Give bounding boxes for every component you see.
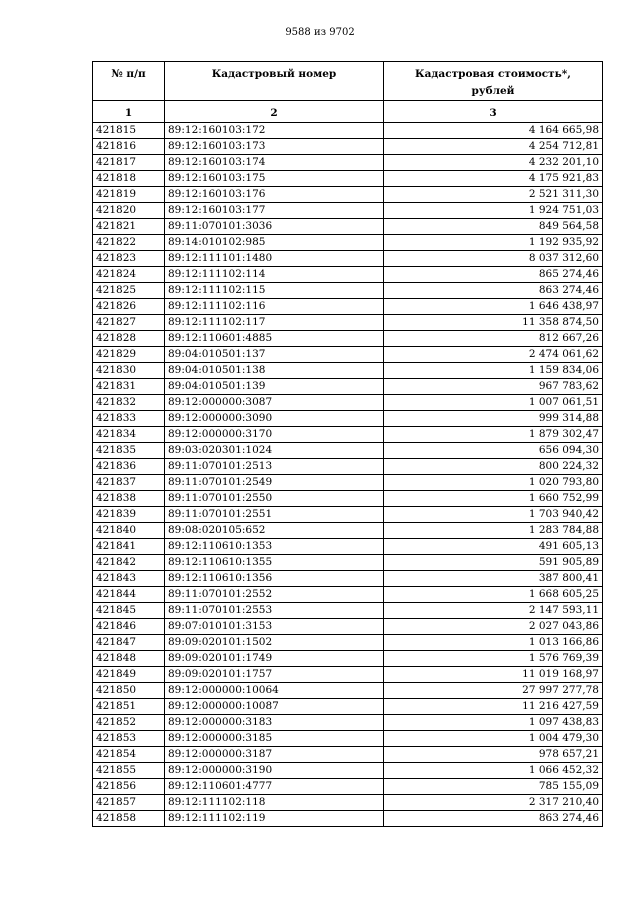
cadastral-cost-cell: 1 013 166,86 [384,635,603,651]
row-number-cell: 421841 [93,539,165,555]
row-number-cell: 421828 [93,331,165,347]
cadastral-cost-cell: 8 037 312,60 [384,251,603,267]
cadastral-cost-cell: 387 800,41 [384,571,603,587]
cadastral-number-cell: 89:11:070101:2551 [165,507,384,523]
table-row [93,603,603,619]
cadastral-number-cell: 89:12:000000:3183 [165,715,384,731]
table-row [93,203,603,219]
column-header-row [93,62,603,101]
row-number-cell: 421827 [93,315,165,331]
cadastral-cost-cell: 999 314,88 [384,411,603,427]
cadastral-number-cell: 89:12:111101:1480 [165,251,384,267]
row-number-cell: 421815 [93,123,165,139]
table-row [93,459,603,475]
table-row [93,475,603,491]
cadastral-number-cell: 89:11:070101:2513 [165,459,384,475]
cadastral-number-cell: 89:12:160103:172 [165,123,384,139]
cadastral-number-cell: 89:11:070101:3036 [165,219,384,235]
cadastral-cost-cell: 1 192 935,92 [384,235,603,251]
cadastral-cost-cell: 1 646 438,97 [384,299,603,315]
cadastral-number-cell: 89:12:000000:10064 [165,683,384,699]
row-number-cell: 421818 [93,171,165,187]
cadastral-cost-cell: 1 004 479,30 [384,731,603,747]
cadastral-number-cell: 89:09:020101:1749 [165,651,384,667]
cadastral-cost-cell: 491 605,13 [384,539,603,555]
table-row [93,491,603,507]
table-row [93,619,603,635]
row-number-cell: 421857 [93,795,165,811]
row-number-cell: 421843 [93,571,165,587]
table-row [93,507,603,523]
row-number-cell: 421822 [93,235,165,251]
table-row [93,587,603,603]
cadastral-cost-cell: 11 216 427,59 [384,699,603,715]
table-body [93,123,603,827]
table-row [93,267,603,283]
cadastral-cost-cell: 800 224,32 [384,459,603,475]
cadastral-cost-cell: 785 155,09 [384,779,603,795]
cadastral-cost-cell: 863 274,46 [384,811,603,827]
table-row [93,187,603,203]
cadastral-cost-cell: 1 007 061,51 [384,395,603,411]
table-row [93,379,603,395]
cadastral-cost-cell: 2 027 043,86 [384,619,603,635]
table-row [93,299,603,315]
cadastral-number-cell: 89:14:010102:985 [165,235,384,251]
row-number-cell: 421858 [93,811,165,827]
cadastral-number-cell: 89:08:020105:652 [165,523,384,539]
cadastral-number-cell: 89:12:160103:177 [165,203,384,219]
table-row [93,219,603,235]
cadastral-number-cell: 89:12:000000:3087 [165,395,384,411]
table-row [93,347,603,363]
column-index-2: 2 [165,101,384,123]
cadastral-number-cell: 89:04:010501:139 [165,379,384,395]
cadastral-number-cell: 89:11:070101:2550 [165,491,384,507]
cadastral-cost-cell: 656 094,30 [384,443,603,459]
row-number-cell: 421854 [93,747,165,763]
cadastral-cost-cell: 27 997 277,78 [384,683,603,699]
row-number-cell: 421820 [93,203,165,219]
row-number-cell: 421816 [93,139,165,155]
column-header-cadastral-number: Кадастровый номер [165,62,384,101]
cadastral-cost-cell: 2 521 311,30 [384,187,603,203]
row-number-cell: 421851 [93,699,165,715]
table-row [93,763,603,779]
row-number-cell: 421833 [93,411,165,427]
cadastral-cost-cell: 967 783,62 [384,379,603,395]
table-row [93,283,603,299]
table-row [93,315,603,331]
cadastral-number-cell: 89:12:111102:115 [165,283,384,299]
table-row [93,331,603,347]
row-number-cell: 421834 [93,427,165,443]
cadastral-cost-cell: 1 097 438,83 [384,715,603,731]
cadastral-cost-cell: 1 703 940,42 [384,507,603,523]
table-row [93,779,603,795]
cadastral-number-cell: 89:04:010501:138 [165,363,384,379]
row-number-cell: 421853 [93,731,165,747]
cadastral-value-table [92,61,603,827]
row-number-cell: 421852 [93,715,165,731]
cadastral-cost-cell: 1 668 605,25 [384,587,603,603]
row-number-cell: 421845 [93,603,165,619]
cadastral-number-cell: 89:12:160103:173 [165,139,384,155]
cadastral-cost-cell: 4 164 665,98 [384,123,603,139]
cadastral-cost-cell: 865 274,46 [384,267,603,283]
cadastral-number-cell: 89:12:160103:175 [165,171,384,187]
cadastral-number-cell: 89:12:111102:117 [165,315,384,331]
row-number-cell: 421817 [93,155,165,171]
table-row [93,731,603,747]
cadastral-cost-cell: 1 283 784,88 [384,523,603,539]
cadastral-number-cell: 89:12:110601:4777 [165,779,384,795]
table-row [93,235,603,251]
table-row [93,635,603,651]
cadastral-cost-cell: 1 576 769,39 [384,651,603,667]
column-index-row [93,101,603,123]
row-number-cell: 421842 [93,555,165,571]
cadastral-cost-cell: 4 175 921,83 [384,171,603,187]
row-number-cell: 421830 [93,363,165,379]
table-row [93,747,603,763]
column-header-number: № п/п [93,62,165,101]
table-row [93,523,603,539]
row-number-cell: 421840 [93,523,165,539]
cadastral-number-cell: 89:12:160103:174 [165,155,384,171]
row-number-cell: 421855 [93,763,165,779]
table-row [93,363,603,379]
row-number-cell: 421836 [93,459,165,475]
column-index-1: 1 [93,101,165,123]
cadastral-number-cell: 89:12:000000:3090 [165,411,384,427]
row-number-cell: 421824 [93,267,165,283]
table-row [93,171,603,187]
row-number-cell: 421849 [93,667,165,683]
cadastral-number-cell: 89:09:020101:1757 [165,667,384,683]
cadastral-number-cell: 89:12:000000:3185 [165,731,384,747]
cadastral-number-cell: 89:12:000000:3190 [165,763,384,779]
row-number-cell: 421848 [93,651,165,667]
cadastral-cost-cell: 1 924 751,03 [384,203,603,219]
table-row [93,811,603,827]
cadastral-cost-cell: 4 232 201,10 [384,155,603,171]
cadastral-cost-cell: 812 667,26 [384,331,603,347]
cadastral-number-cell: 89:12:111102:114 [165,267,384,283]
cadastral-number-cell: 89:11:070101:2553 [165,603,384,619]
cadastral-number-cell: 89:12:160103:176 [165,187,384,203]
table-row [93,443,603,459]
table-row [93,395,603,411]
cadastral-number-cell: 89:12:110610:1353 [165,539,384,555]
table-row [93,715,603,731]
cadastral-number-cell: 89:12:000000:3187 [165,747,384,763]
cadastral-cost-cell: 863 274,46 [384,283,603,299]
cadastral-number-cell: 89:11:070101:2552 [165,587,384,603]
table-row [93,123,603,139]
column-header-cadastral-cost: Кадастровая стоимость*, рублей [384,62,603,101]
table-row [93,251,603,267]
cadastral-number-cell: 89:12:111102:116 [165,299,384,315]
row-number-cell: 421825 [93,283,165,299]
cadastral-cost-cell: 2 147 593,11 [384,603,603,619]
table-header [93,62,603,123]
page-number-header: 9588 из 9702 [285,27,355,38]
cadastral-number-cell: 89:04:010501:137 [165,347,384,363]
cadastral-number-cell: 89:12:110610:1356 [165,571,384,587]
cadastral-number-cell: 89:12:110601:4885 [165,331,384,347]
cadastral-cost-cell: 591 905,89 [384,555,603,571]
table-row [93,139,603,155]
cadastral-cost-cell: 2 317 210,40 [384,795,603,811]
row-number-cell: 421831 [93,379,165,395]
table-row [93,555,603,571]
cadastral-number-cell: 89:07:010101:3153 [165,619,384,635]
row-number-cell: 421819 [93,187,165,203]
cadastral-number-cell: 89:12:000000:10087 [165,699,384,715]
cadastral-number-cell: 89:12:000000:3170 [165,427,384,443]
row-number-cell: 421835 [93,443,165,459]
row-number-cell: 421838 [93,491,165,507]
row-number-cell: 421847 [93,635,165,651]
cadastral-cost-cell: 2 474 061,62 [384,347,603,363]
cadastral-cost-cell: 1 066 452,32 [384,763,603,779]
table-row [93,427,603,443]
cadastral-cost-cell: 849 564,58 [384,219,603,235]
cadastral-cost-cell: 11 019 168,97 [384,667,603,683]
table-row [93,539,603,555]
row-number-cell: 421850 [93,683,165,699]
row-number-cell: 421823 [93,251,165,267]
table-row [93,155,603,171]
column-index-3: 3 [384,101,603,123]
cadastral-cost-cell: 4 254 712,81 [384,139,603,155]
cadastral-cost-cell: 1 660 752,99 [384,491,603,507]
table-row [93,651,603,667]
row-number-cell: 421846 [93,619,165,635]
cadastral-number-cell: 89:03:020301:1024 [165,443,384,459]
table-row [93,411,603,427]
cadastral-cost-cell: 978 657,21 [384,747,603,763]
cadastral-number-cell: 89:11:070101:2549 [165,475,384,491]
cadastral-cost-cell: 1 020 793,80 [384,475,603,491]
cadastral-number-cell: 89:12:111102:118 [165,795,384,811]
row-number-cell: 421844 [93,587,165,603]
cadastral-number-cell: 89:12:111102:119 [165,811,384,827]
row-number-cell: 421839 [93,507,165,523]
row-number-cell: 421832 [93,395,165,411]
table-row [93,683,603,699]
table-row [93,667,603,683]
table-row [93,699,603,715]
cadastral-cost-cell: 1 879 302,47 [384,427,603,443]
table-row [93,571,603,587]
cadastral-number-cell: 89:12:110610:1355 [165,555,384,571]
cadastral-cost-cell: 1 159 834,06 [384,363,603,379]
row-number-cell: 421829 [93,347,165,363]
table-row [93,795,603,811]
cadastral-number-cell: 89:09:020101:1502 [165,635,384,651]
cadastral-cost-cell: 11 358 874,50 [384,315,603,331]
row-number-cell: 421826 [93,299,165,315]
row-number-cell: 421821 [93,219,165,235]
row-number-cell: 421837 [93,475,165,491]
row-number-cell: 421856 [93,779,165,795]
